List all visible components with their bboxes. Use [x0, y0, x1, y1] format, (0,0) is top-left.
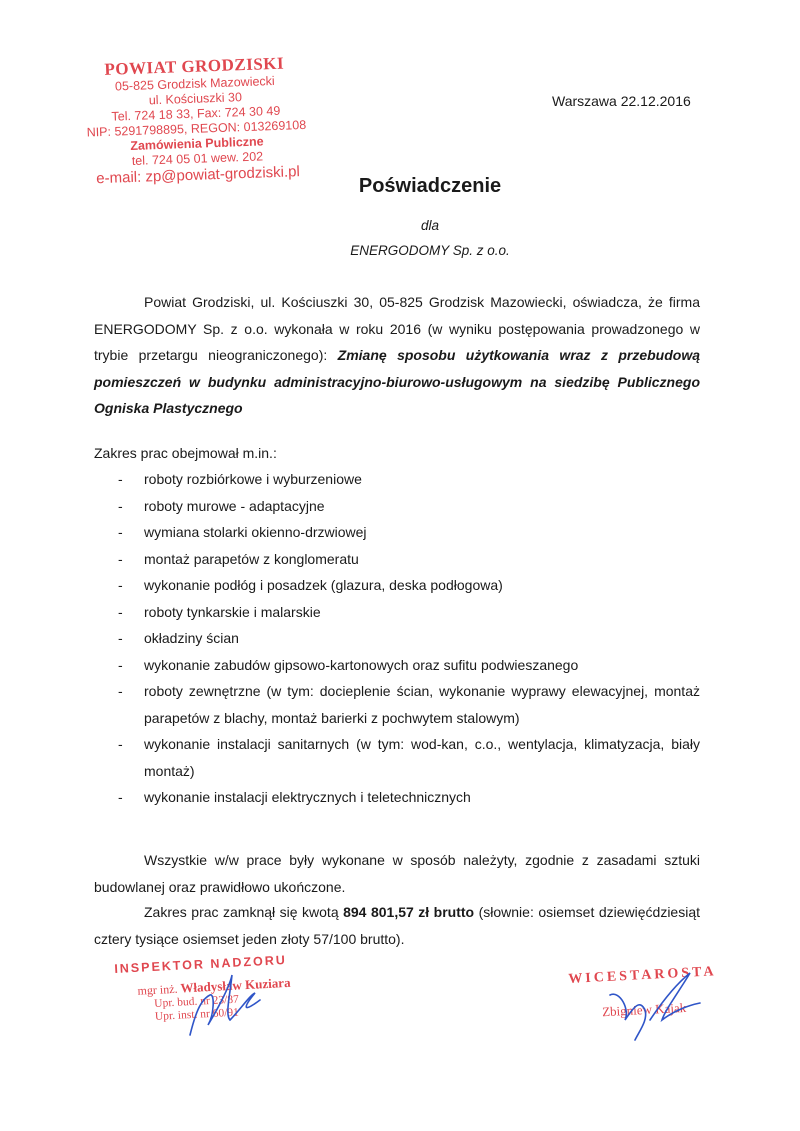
dash-bullet: - — [118, 603, 123, 620]
list-item-text: wykonanie instalacji elektrycznych i teletechnicznych — [144, 789, 471, 805]
stamp-address-city: 05-825 Grodzisk Mazowiecki — [114, 73, 275, 94]
vice-name: Zbigniew Kajak — [601, 999, 687, 1020]
dash-bullet: - — [118, 789, 123, 805]
quality-text: Wszystkie w/w prace były wykonane w sposób należyty, zgodnie z zasadami sztuki budowlanej oraz prawidłowo ukończone. — [94, 852, 700, 895]
stamp-email: e-mail: zp@powiat-grodziski.pl — [95, 163, 301, 188]
list-item-text: okładziny ścian — [144, 630, 239, 646]
stamp-address-street: ul. Kościuszki 30 — [148, 90, 243, 108]
document-title: Poświadczenie — [358, 175, 502, 197]
inspector-license-2: Upr. inst. nr 60/91 — [154, 1006, 240, 1023]
quality-paragraph — [94, 847, 700, 900]
header-stamp — [44, 52, 348, 189]
dash-bullet: - — [118, 497, 123, 514]
amount-before: Zakres prac zamknął się kwotą — [144, 904, 344, 920]
list-item-text: roboty tynkarskie i malarskie — [144, 603, 321, 620]
list-item — [94, 784, 700, 811]
list-item — [94, 493, 700, 520]
amount-paragraph — [94, 899, 700, 952]
inspector-license-1: Upr. bud. nr 23/87 — [153, 993, 240, 1010]
stamp-department-phone: tel. 724 05 01 wew. 202 — [131, 149, 264, 168]
list-item-text: wymiana stolarki okienno-drzwiowej — [144, 524, 367, 540]
list-item — [94, 546, 700, 573]
dash-bullet: - — [118, 656, 123, 673]
amount-value: 894 801,57 zł brutto — [343, 904, 475, 920]
list-item — [94, 652, 700, 679]
stamp-phone-fax: Tel. 724 18 33, Fax: 724 30 49 — [111, 103, 281, 124]
inspector-title: mgr inż. — [137, 981, 178, 998]
dash-bullet: - — [118, 630, 123, 646]
vice-starost-signature — [600, 965, 710, 1045]
list-item — [94, 599, 700, 626]
scope-list — [94, 466, 700, 811]
inspector-name: Władysław Kuziara — [180, 974, 291, 996]
document-date: Warszawa 22.12.2016 — [552, 93, 691, 109]
vice-role: WICESTAROSTA — [568, 964, 717, 987]
list-item — [94, 678, 700, 731]
list-item — [94, 519, 700, 546]
scope-intro: Zakres prac obejmował m.in.: — [94, 445, 277, 461]
list-item — [94, 625, 700, 652]
list-item-text: roboty murowe - adaptacyjne — [144, 497, 325, 514]
inspector-signature — [170, 965, 280, 1040]
dash-bullet: - — [118, 524, 123, 540]
list-item-text: wykonanie podłóg i posadzek (glazura, deska podłogowa) — [144, 577, 503, 593]
list-item — [94, 466, 700, 493]
for-label: dla — [420, 218, 439, 233]
dash-bullet: - — [118, 683, 123, 699]
inspector-role: INSPEKTOR NADZORU — [114, 952, 288, 976]
list-item-text: roboty zewnętrzne (w tym: docieplenie ścian, wykonanie wyprawy elewacyjnej, montaż parapetów z blachy, montaż barierki z pochwytem stalowym) — [144, 683, 700, 726]
intro-text: Powiat Grodziski, ul. Kościuszki 30, 05-825 Grodzisk Mazowiecki, oświadcza, że firma ENERGODOMY Sp. z o.o. wykonała w roku 2016 (w wyniku postępowania prowadzonego w trybie przetargu nieograniczonego): — [94, 294, 700, 363]
dash-bullet: - — [118, 550, 123, 567]
intro-paragraph — [94, 289, 700, 422]
list-item-text: roboty rozbiórkowe i wyburzeniowe — [144, 471, 362, 487]
list-item-text: montaż parapetów z konglomeratu — [144, 550, 359, 567]
dash-bullet: - — [118, 471, 123, 487]
intro-emphasis: Zmianę sposobu użytkowania wraz z przebudową pomieszczeń w budynku administracyjno-biurowo-usługowym na siedzibę Publicznego Ogniska Plastycznego — [94, 347, 701, 416]
dash-bullet: - — [118, 577, 123, 593]
stamp-org-name: POWIAT GRODZISKI — [104, 53, 285, 79]
stamp-department: Zamówienia Publiczne — [130, 134, 264, 154]
list-item-text: wykonanie zabudów gipsowo-kartonowych oraz sufitu podwieszanego — [144, 656, 579, 673]
stamp-nip-regon: NIP: 5291798895, REGON: 013269108 — [86, 117, 307, 140]
recipient-name: ENERGODOMY Sp. z o.o. — [350, 243, 510, 258]
list-item-text: wykonanie instalacji sanitarnych (w tym: wod-kan, c.o., wentylacja, klimatyzacja, biały montaż) — [144, 736, 700, 779]
dash-bullet: - — [118, 736, 123, 752]
list-item — [94, 731, 700, 784]
amount-after: (słownie: osiemset dziewięćdziesiąt cztery tysiące osiemset jeden złoty 57/100 brutto). — [94, 904, 700, 947]
list-item — [94, 572, 700, 599]
